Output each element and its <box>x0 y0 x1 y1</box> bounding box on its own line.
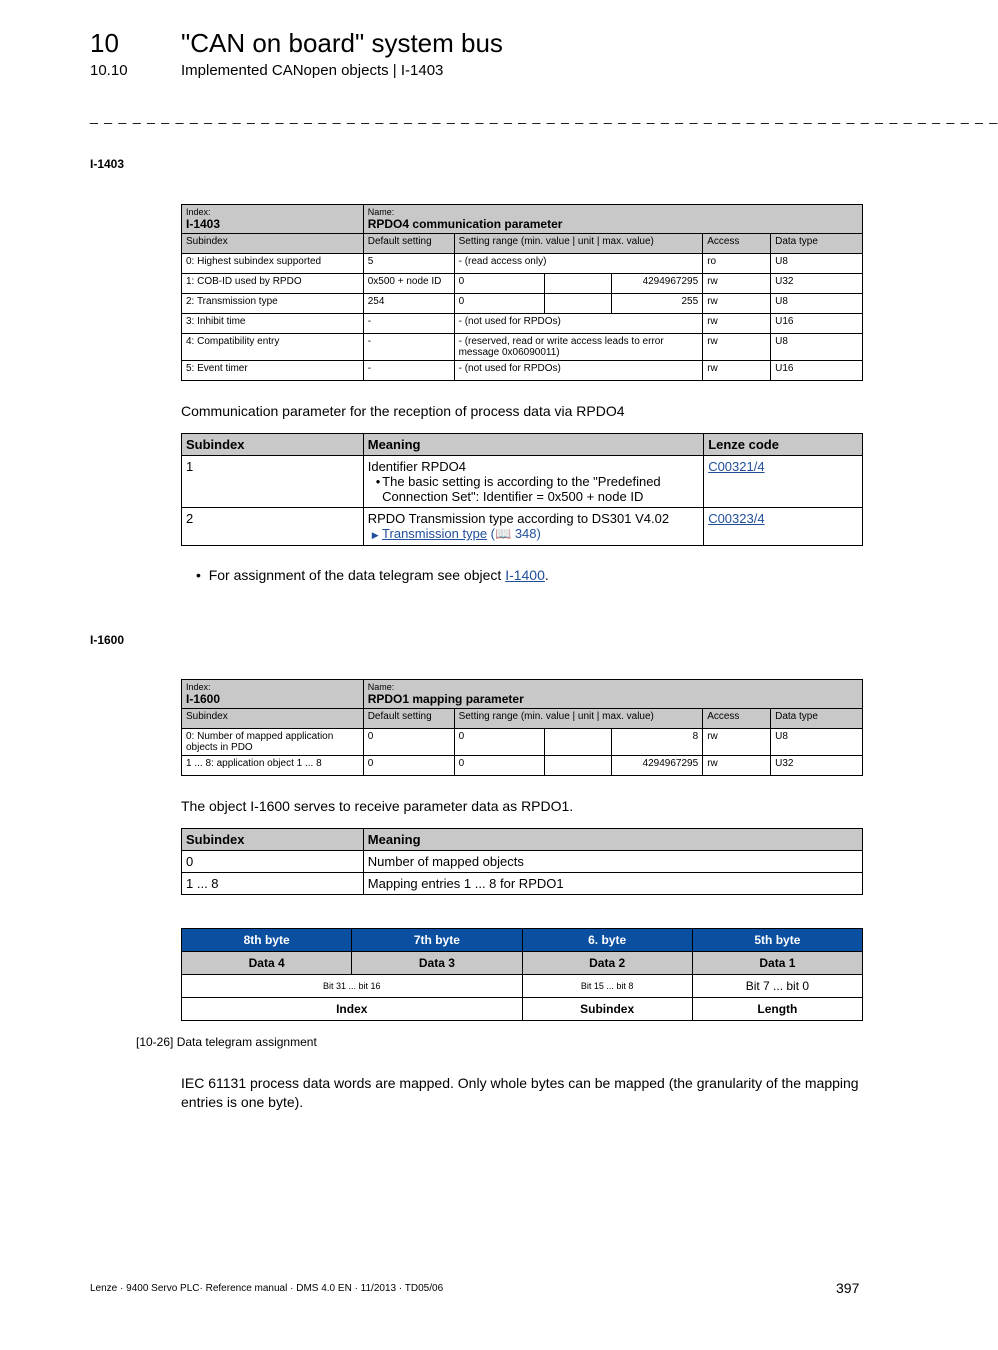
bits-cell: Bit 15 ... bit 8 <box>522 975 692 998</box>
col-header: Setting range (min. value | unit | max. value) <box>454 234 703 254</box>
table-row: 5: Event timer - - (not used for RPDOs) rw U16 <box>182 361 863 381</box>
col-header: Data type <box>771 234 863 254</box>
transmission-type-link[interactable]: Transmission type <box>382 526 488 541</box>
description-1403: Communication parameter for the reception of process data via RPDO4 <box>181 403 625 419</box>
byte-header: 5th byte <box>692 929 862 952</box>
field-cell: Length <box>692 998 862 1021</box>
description-1600: The object I-1600 serves to receive parameter data as RPDO1. <box>181 798 574 814</box>
name-cell: Name: RPDO4 communication parameter <box>363 205 862 234</box>
section-number: 10.10 <box>90 62 128 79</box>
field-cell: Index <box>182 998 523 1021</box>
closing-paragraph: IEC 61131 process data words are mapped. Only whole bytes can be mapped (the granularity of the mapping entries is one byte). <box>181 1075 859 1110</box>
assignment-note: • For assignment of the data telegram see object I-1400. <box>196 567 549 583</box>
byte-header: 8th byte <box>182 929 352 952</box>
object-link-i1400[interactable]: I-1400 <box>505 567 545 583</box>
table-row: 4: Compatibility entry - - (reserved, read or write access leads to error message 0x06090011) rw U8 <box>182 334 863 361</box>
index-cell: Index: I-1403 <box>182 205 364 234</box>
object-heading-1403: I-1403 <box>90 157 125 171</box>
name-cell: Name: RPDO1 mapping parameter <box>363 680 862 709</box>
col-header: Access <box>703 709 771 729</box>
header-separator: _ _ _ _ _ _ _ _ _ _ _ _ _ _ _ _ _ _ _ _ _ _ _ _ _ _ _ _ _ _ _ _ _ _ _ _ _ _ _ _ _ _ _ _ _ _ _ _ _ _ _ _ _ _ _ _ _ _ _ _ _ _ _ _ <box>90 108 998 124</box>
bits-cell: Bit 31 ... bit 16 <box>182 975 523 998</box>
meaning-table-1403 <box>181 433 863 546</box>
arrow-right-icon: ▶ <box>371 530 379 540</box>
col-header: Data type <box>771 709 863 729</box>
col-header: Access <box>703 234 771 254</box>
table-row: 0: Highest subindex supported 5 - (read access only) ro U8 <box>182 254 863 274</box>
col-header: Subindex <box>182 829 364 851</box>
param-table-1403 <box>181 204 863 381</box>
table-row: 2: Transmission type 254 0 255 rw U8 <box>182 294 863 314</box>
col-header: Lenze code <box>704 434 863 456</box>
table-row: 3: Inhibit time - - (not used for RPDOs) rw U16 <box>182 314 863 334</box>
object-heading-1600: I-1600 <box>90 633 125 647</box>
meaning-table-1600 <box>181 828 863 895</box>
col-header: Meaning <box>363 829 862 851</box>
figure-caption: [10-26] Data telegram assignment <box>136 1035 317 1049</box>
section-title: Implemented CANopen objects | I-1403 <box>181 62 444 79</box>
table-row: 1 ... 8 Mapping entries 1 ... 8 for RPDO1 <box>182 873 863 895</box>
table-row: 1: COB-ID used by RPDO 0x500 + node ID 0 4294967295 rw U32 <box>182 274 863 294</box>
col-header: Subindex <box>182 709 364 729</box>
telegram-table <box>181 928 863 1021</box>
lenze-code-link[interactable]: C00321/4 <box>708 459 765 474</box>
col-header: Default setting <box>363 234 454 254</box>
table-row: 1 Identifier RPDO4 • The basic setting is according to the "Predefined Connection Set": Identifier = 0x500 + node ID C00321/4 <box>182 456 863 508</box>
footer-text: Lenze · 9400 Servo PLC· Reference manual · DMS 4.0 EN · 11/2013 · TD05/06 <box>90 1283 444 1294</box>
table-row: 1 ... 8: application object 1 ... 8 0 0 4294967295 rw U32 <box>182 756 863 776</box>
data-cell: Data 4 <box>182 952 352 975</box>
col-header: Subindex <box>182 234 364 254</box>
data-cell: Data 3 <box>352 952 522 975</box>
byte-header: 6. byte <box>522 929 692 952</box>
lenze-code-link[interactable]: C00323/4 <box>708 511 765 526</box>
table-row: 0: Number of mapped application objects in PDO 0 0 8 rw U8 <box>182 729 863 756</box>
byte-header: 7th byte <box>352 929 522 952</box>
chapter-number: 10 <box>90 28 119 58</box>
col-header: Meaning <box>363 434 703 456</box>
data-cell: Data 2 <box>522 952 692 975</box>
data-cell: Data 1 <box>692 952 862 975</box>
param-table-1600 <box>181 679 863 776</box>
table-row: 0 Number of mapped objects <box>182 851 863 873</box>
bits-cell: Bit 7 ... bit 0 <box>692 975 862 998</box>
index-cell: Index: I-1600 <box>182 680 364 709</box>
col-header: Setting range (min. value | unit | max. value) <box>454 709 703 729</box>
field-cell: Subindex <box>522 998 692 1021</box>
page-number: 397 <box>836 1280 860 1296</box>
col-header: Subindex <box>182 434 364 456</box>
col-header: Default setting <box>363 709 454 729</box>
table-row: 2 RPDO Transmission type according to DS301 V4.02 ▶ Transmission type (📖 348) C00323/4 <box>182 508 863 546</box>
chapter-title: "CAN on board" system bus <box>181 28 503 58</box>
book-icon: 📖 <box>495 526 512 541</box>
